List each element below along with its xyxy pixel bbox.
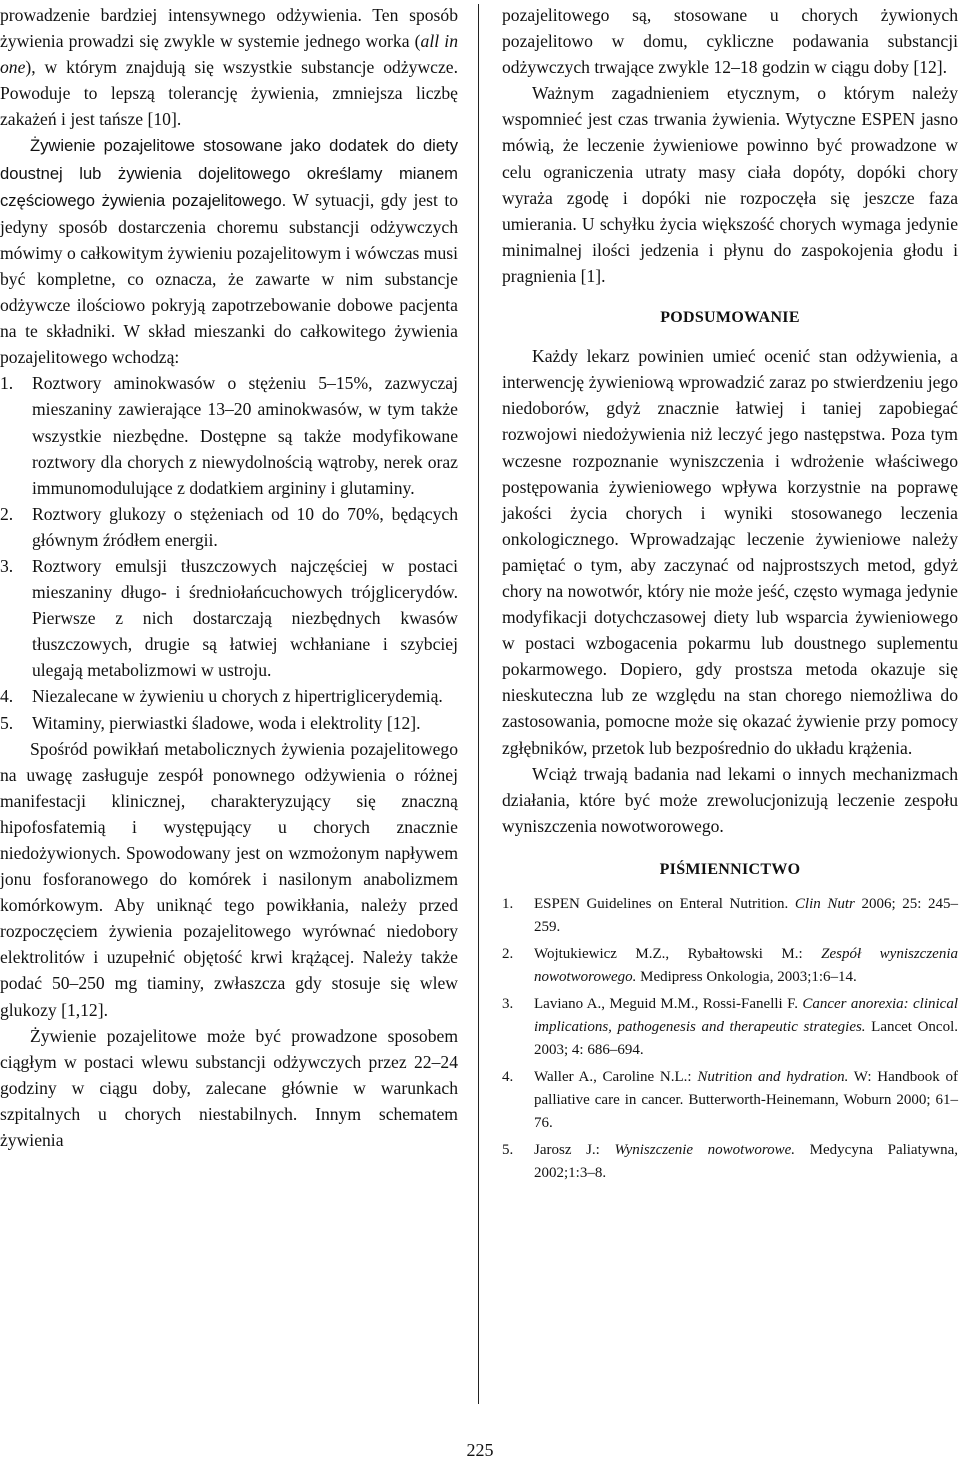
list-item: 2. Roztwory glukozy o stężeniach od 10 do 70%, będących głównym źródłem energii. (0, 503, 458, 550)
list-item: 5. Witaminy, pierwiastki śladowe, woda i elektrolity [12]. (0, 712, 421, 733)
reference-list (502, 893, 958, 1185)
list-item: 3. Roztwory emulsji tłuszczowych najczęściej w postaci mieszaniny długo- i średniołańcuchowych trójglicerydów. Pierwsze z nich dostarczają niezbędnych kwasów tłuszczowych, drugie są łatwiej wchłaniane i szybciej ulegają metabolizmowi w ustroju. (0, 555, 458, 681)
reference-item: 4. Waller A., Caroline N.L.: Nutrition and hydration. W: Handbook of palliative care in cancer. Butterworth-Heinemann, Woburn 2000; 61–76. (502, 1069, 959, 1131)
reference-item: 3. Laviano A., Meguid M.M., Rossi-Fanelli F. Cancer anorexia: clinical implications, pathogenesis and therapeutic strategies. Lancet Oncol. 2003; 4: 686–694. (502, 996, 958, 1058)
reference-item: 2. Wojtukiewicz M.Z., Rybałtowski M.: Zespół wyniszczenia nowotworowego. Medipress Onkologia, 2003;1:6–14. (502, 946, 958, 985)
page-number: 225 (466, 1440, 494, 1460)
column-divider (478, 4, 479, 1404)
section-heading-summary: PODSUMOWANIE (660, 309, 800, 327)
paragraph: Żywienie pozajelitowe stosowane jako dodatek do diety doustnej lub żywienia dojelitowego określamy mianem częściowego żywienia pozajelitowego. W sytuacji, gdy jest to jedyny sposób dostarczenia choremu substancji odżywczych mówimy o całkowitym żywieniu pozajelitowym i wówczas musi być kompletne, co oznacza, że zawarte w nim substancje odżywcze ilościowo pokryją zapotrzebowanie dobowe pacjenta na te składniki. W skład mieszanki do całkowitego żywienia pozajelitowego wchodzą: (0, 136, 458, 368)
left-column (0, 2, 458, 1153)
paragraph: Żywienie pozajelitowe może być prowadzone sposobem ciągłym w postaci wlewu substancji odżywczych przez 22–24 godziny w ciągu doby, zalecane głównie w warunkach szpitalnych u chorych niestabilnych. Innym schematem żywienia (0, 1025, 458, 1151)
reference-item: 1. ESPEN Guidelines on Enteral Nutrition. Clin Nutr 2006; 25: 245–259. (502, 896, 958, 935)
paragraph: Ważnym zagadnieniem etycznym, o którym należy wspomnieć jest czas trwania żywienia. Wytyczne ESPEN jasno mówią, że leczenie żywieniowe powinno być prowadzone w celu ograniczenia utraty masy ciała dopóty, dopóki chory wyraża zgodę i dopóki nie rozpoczęła się jeszcze faza umierania. U schyłku życia większość chorych wymaga jedynie minimalnej ilości jedzenia i płynu do zaspokojenia głodu i pragnienia [1]. (502, 83, 958, 286)
reference-item: 5. Jarosz J.: Wyniszczenie nowotworowe. Medycyna Paliatywna, 2002;1:3–8. (502, 1142, 958, 1181)
right-column (502, 2, 958, 1189)
paragraph: Każdy lekarz powinien umieć ocenić stan odżywienia, a interwencję żywieniową wprowadzić zaraz po stwierdzeniu jego niedoborów, gdyż znacznie łatwiej i taniej zapobiegać rozwojowi niedożywienia niż leczyć jego następstwa. Poza tym wczesne rozpoznanie wyniszczenia i wdrożenie właściwego postępowania żywieniowego wpływa korzystnie na poprawę jakości życia chorych i wyniki stosowanego leczenia onkologicznego. Wprowadzając leczenie żywieniowe należy pamiętać o tym, aby zaczynać od najprostszych metod, gdyż chory na nowotwór, który nie może jeść, często wymaga jedynie modyfikacji dotychczasowej diety lub wsparcia żywieniowego w postaci wzbogacenia pokarmu lub doustnego suplementu pokarmowego. Dopiero, gdy prostsza metoda okazuje się nieskuteczna lub ze względu na stan chorego niemożliwa do zastosowania, pomocne może się okazać żywienie przy pomocy zgłębników, przetok lub bezpośrednio do układu krążenia. (502, 346, 958, 758)
section-heading-references: PIŚMIENNICTWO (659, 860, 801, 878)
numbered-list (0, 370, 458, 735)
paragraph: Wciąż trwają badania nad lekami o innych mechanizmach działania, które być może zrewolucjonizują leczenie zespołu wyniszczenia nowotworowego. (502, 763, 958, 836)
list-item: 1. Roztwory aminokwasów o stężeniu 5–15%, zazwyczaj mieszaniny zawierające 13–20 aminokwasów, w tym także wszystkie niezbędne. Dostępne są także modyfikowane roztwory dla chorych z niewydolnością wątroby, nerek oraz immunomodulujące z dodatkiem argininy i glutaminy. (0, 373, 458, 498)
paragraph: prowadzenie bardziej intensywnego odżywienia. Ten sposób żywienia prowadzi się zwykle w systemie jednego worka (all in one), w którym znajdują się wszystkie substancje odżywcze. Powoduje to lepszą tolerancję żywienia, zmniejsza liczbę zakażeń i jest tańsze [10]. (0, 5, 458, 130)
paragraph: pozajelitowego są, stosowane u chorych żywionych pozajelitowo w domu, cykliczne podawania substancji odżywczych trwające zwykle 12–18 godzin w ciągu doby [12]. (502, 5, 958, 78)
paragraph: Spośród powikłań metabolicznych żywienia pozajelitowego na uwagę zasługuje zespół ponownego odżywienia o różnej manifestacji klinicznej, charakteryzujący się znaczną hipofosfatemią i występujący u chorych znacznie niedożywionych. Spowodowany jest on wzmożonym napływem jonu fosforanowego do komórek i nasilonym anabolizmem komórkowym. Aby uniknąć tego powikłania, należy przed rozpoczęciem żywienia pozajelitowego wyrównać niedobory elektrolitów i uzupełnić objętość krwi krążącej. Należy także podać 50–250 mg tiaminy, zwłaszcza gdy stosuje się wlew glukozy [1,12]. (0, 738, 458, 1020)
list-item: 4. Niezalecane w żywieniu u chorych z hipertriglicerydemią. (0, 686, 443, 707)
